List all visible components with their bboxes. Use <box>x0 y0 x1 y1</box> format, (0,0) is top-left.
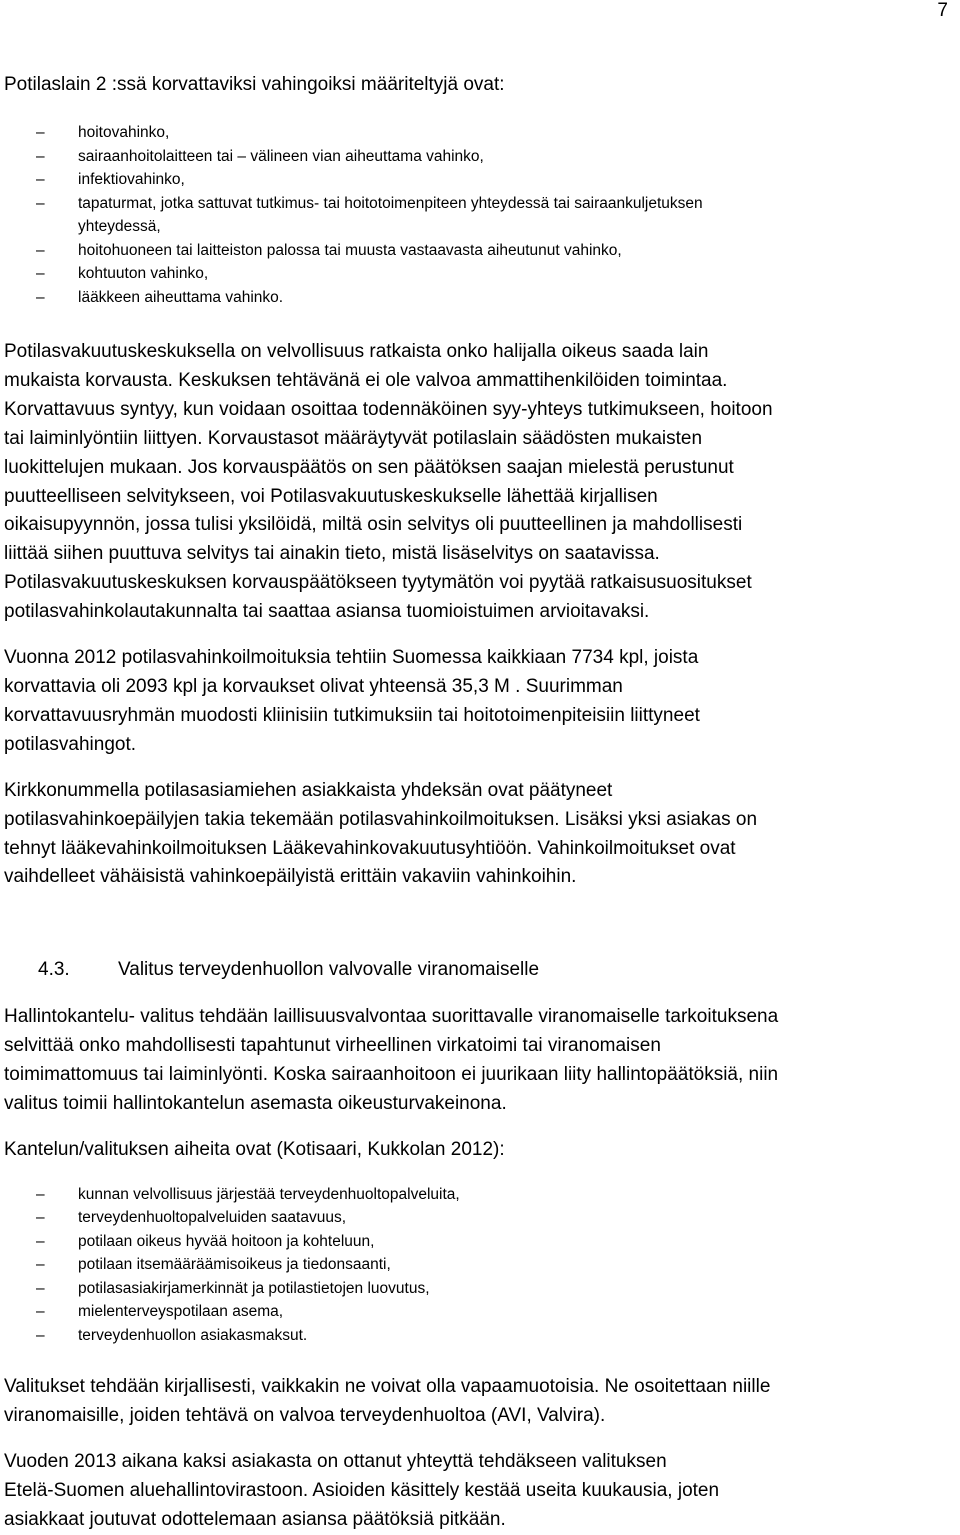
dash-bullet-icon: – <box>36 1326 45 1344</box>
list-item: – hoitohuoneen tai laitteiston palossa tai muusta vastaavasta aiheutunut vahinko, <box>4 239 954 263</box>
list-item: – potilasasiakirjamerkinnät ja potilastietojen luovutus, <box>4 1277 954 1301</box>
dash-bullet-icon: – <box>36 171 45 188</box>
text-line: vaihdelleet vähäisistä vahinkoepäilyistä erittäin vakaviin vahinkoihin. <box>4 866 577 888</box>
list-item: – mielenterveyspotilaan asema, <box>4 1300 954 1324</box>
text-line: asiakkaat joutuvat odottelemaan asiansa päätöksiä pitkään. <box>4 1508 506 1530</box>
text-line: Korvattavuus syntyy, kun voidaan osoittaa todennäköinen syy-yhteys tutkimukseen, hoitoon <box>4 398 773 420</box>
text-line: Hallintokantelu- valitus tehdään laillisuusvalvontaa suorittavalle viranomaiselle tarkoituksena <box>4 1006 779 1028</box>
list-item: – potilaan oikeus hyvää hoitoon ja kohteluun, <box>4 1230 954 1254</box>
dash-bullet-icon: – <box>36 265 45 282</box>
paragraph-kirkkonummi <box>4 777 954 893</box>
list-item-continuation: yhteydessä, <box>78 218 161 235</box>
text-line: potilasvahingot. <box>4 733 137 755</box>
list-item: – hoitovahinko, <box>4 121 954 145</box>
list-item: – kohtuuton vahinko, <box>4 262 954 286</box>
complaint-topics-list <box>4 1183 954 1348</box>
list-item: – lääkkeen aiheuttama vahinko. <box>4 286 954 310</box>
text-line: Vuoden 2013 aikana kaksi asiakasta on ottanut yhteyttä tehdäkseen valituksen <box>4 1451 667 1473</box>
text-line: valitus toimii hallintokantelun asemasta oikeusturvakeinona. <box>4 1093 507 1115</box>
list-item: – infektiovahinko, <box>4 168 954 192</box>
list-item: – terveydenhuollon asiakasmaksut. <box>4 1324 954 1348</box>
text-line: oikaisupyynnön, jossa tulisi yksilöidä, miltä osin selvitys oli puutteellinen ja mahdollisesti <box>4 514 743 536</box>
list-item: – tapaturmat, jotka sattuvat tutkimus- tai hoitotoimenpiteen yhteydessä tai sairaankuljetuksen <box>4 192 954 216</box>
dash-bullet-icon: – <box>36 147 45 165</box>
damage-types-list <box>4 121 954 309</box>
dash-bullet-icon: – <box>36 194 45 212</box>
paragraph-valitukset <box>4 1373 954 1431</box>
text-line: liittää siihen puuttuva selvitys tai ainakin tieto, mistä lisäselvitys on saatavissa. <box>4 543 660 565</box>
section-number: 4.3. <box>38 959 70 981</box>
dash-bullet-icon: – <box>36 1232 45 1250</box>
list-item: – kunnan velvollisuus järjestää terveydenhuoltopalveluita, <box>4 1183 954 1207</box>
dash-bullet-icon: – <box>36 1209 45 1227</box>
dash-bullet-icon: – <box>36 1256 45 1274</box>
text-line: Valitukset tehdään kirjallisesti, vaikkakin ne voivat olla vapaamuotoisia. Ne osoitettaan niille <box>4 1376 771 1398</box>
text-line: tehnyt lääkevahinkoilmoituksen Lääkevahinkovakuutusyhtiöön. Vahinkoilmoitukset ovat <box>4 837 736 859</box>
text-line: Etelä-Suomen aluehallintovirastoon. Asioiden käsittely kestää useita kuukausia, joten <box>4 1480 720 1502</box>
text-line: Vuonna 2012 potilasvahinkoilmoituksia tehtiin Suomessa kaikkiaan 7734 kpl, joista <box>4 647 699 669</box>
text-line: selvittää onko mahdollisesti tapahtunut virheellinen virkatoimi tai viranomaisen <box>4 1035 661 1057</box>
paragraph-vuoden-2013 <box>4 1448 954 1535</box>
complaint-topics-heading: Kantelun/valituksen aiheita ovat (Kotisaari, Kukkolan 2012): <box>4 1138 505 1160</box>
dash-bullet-icon: – <box>36 288 45 306</box>
section-heading <box>4 956 954 984</box>
dash-bullet-icon: – <box>36 1303 45 1321</box>
text-line: mukaista korvausta. Keskuksen tehtävänä ei ole valvoa ammattihenkilöiden toimintaa. <box>4 369 728 391</box>
text-line: luokittelujen mukaan. Jos korvauspäätös on sen päätöksen saajan mielestä perustunut <box>4 456 734 478</box>
text-line: korvattavuusryhmän muodosti kliinisiin tutkimuksiin tai hoitotoimenpiteisiin liittyneet <box>4 704 700 726</box>
paragraph-potilasvakuutuskeskus <box>4 338 954 627</box>
dash-bullet-icon: – <box>36 241 45 259</box>
text-line: potilasvahinkolautakunnalta tai saattaa asiansa tuomioistuimen arvioitavaksi. <box>4 601 650 623</box>
text-line: Potilasvakuutuskeskuksella on velvollisuus ratkaista onko halijalla oikeus saada lain <box>4 341 709 362</box>
dash-bullet-icon: – <box>36 124 45 141</box>
text-line: tai laiminlyöntiin liittyen. Korvaustasot määräytyvät potilaslain säädösten mukaisten <box>4 427 703 449</box>
document-body <box>4 71 954 1535</box>
dash-bullet-icon: – <box>36 1279 45 1297</box>
paragraph-hallintokantelu <box>4 1003 954 1119</box>
page-number: 7 <box>937 0 948 21</box>
text-line: potilasvahinkoepäilyjen takia tekemään potilasvahinkoilmoituksen. Lisäksi yksi asiakas on <box>4 808 758 830</box>
list-item: – terveydenhuoltopalveluiden saatavuus, <box>4 1206 954 1230</box>
text-line: toimimattomuus tai laiminlyönti. Koska sairaanhoitoon ei juurikaan liity hallintopäätöksiä, niin <box>4 1064 779 1086</box>
text-line: puutteelliseen selvitykseen, voi Potilasvakuutuskeskukselle lähettää kirjallisen <box>4 485 658 507</box>
section-title-text: Valitus terveydenhuollon valvovalle viranomaiselle <box>118 959 540 981</box>
paragraph-statistics-2012 <box>4 644 954 760</box>
text-line: viranomaisille, joiden tehtävä on valvoa terveydenhuoltoa (AVI, Valvira). <box>4 1405 606 1427</box>
dash-bullet-icon: – <box>36 1185 45 1203</box>
list-item: – potilaan itsemääräämisoikeus ja tiedonsaanti, <box>4 1253 954 1277</box>
text-line: Potilasvakuutuskeskuksen korvauspäätökseen tyytymätön voi pyytää ratkaisusuositukset <box>4 572 752 594</box>
text-line: korvattavia oli 2093 kpl ja korvaukset olivat yhteensä 35,3 M . Suurimman <box>4 675 623 697</box>
text-line: Kirkkonummella potilasasiamiehen asiakkaista yhdeksän ovat päätyneet <box>4 779 613 801</box>
list-item: – sairaanhoitolaitteen tai – välineen vian aiheuttama vahinko, <box>4 145 954 169</box>
intro-heading: Potilaslain 2 :ssä korvattaviksi vahingoiksi määriteltyjä ovat: <box>4 74 505 95</box>
